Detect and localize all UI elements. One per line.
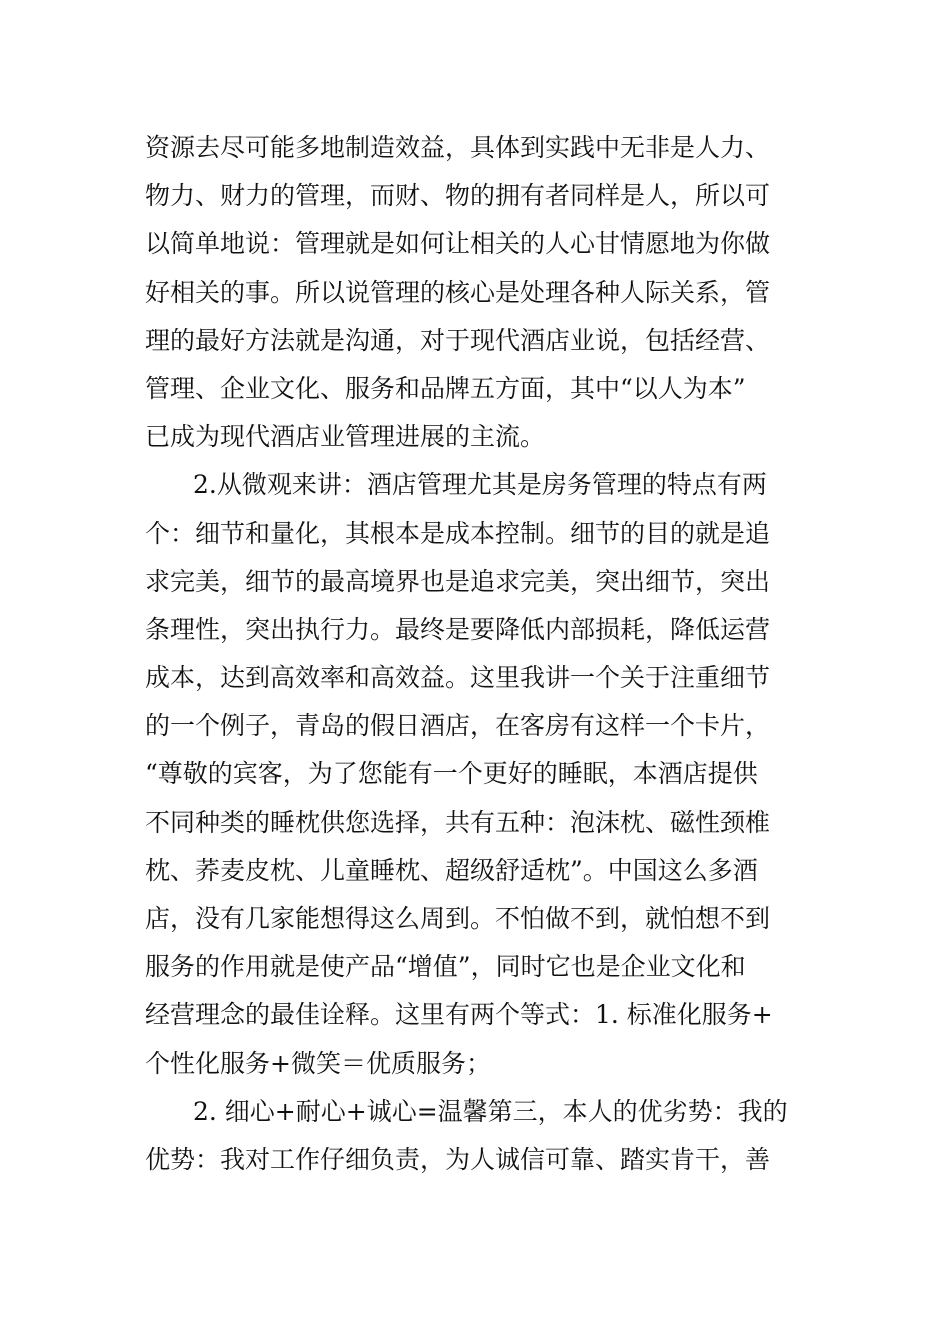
- text-line: 优势：我对工作仔细负责，为人诚信可靠、踏实肯干，善: [145, 1144, 771, 1174]
- text-line: 物力、财力的管理，而财、物的拥有者同样是人，所以可: [145, 181, 771, 211]
- text-line: “尊敬的宾客，为了您能有一个更好的睡眠，本酒店提供: [145, 759, 758, 789]
- paragraph-start-line: 2. 细心+耐心+诚心=温馨第三，本人的优劣势：我的: [193, 1096, 788, 1126]
- text-line: 以简单地说：管理就是如何让相关的人心甘情愿地为你做: [145, 229, 771, 259]
- text-line: 求完美，细节的最高境界也是追求完美，突出细节，突出: [145, 566, 771, 596]
- text-line: 已成为现代酒店业管理进展的主流。: [145, 422, 546, 452]
- text-line: 好相关的事。所以说管理的核心是处理各种人际关系，管: [145, 277, 771, 307]
- text-line: 枕、荞麦皮枕、儿童睡枕、超级舒适枕”。中国这么多酒: [145, 855, 758, 885]
- text-line: 条理性，突出执行力。最终是要降低内部损耗，降低运营: [145, 614, 771, 644]
- text-line: 服务的作用就是使产品“增值”，同时它也是企业文化和: [145, 952, 746, 982]
- text-line: 资源去尽可能多地制造效益，具体到实践中无非是人力、: [145, 133, 771, 162]
- text-line: 成本，达到高效率和高效益。这里我讲一个关于注重细节: [145, 663, 771, 693]
- text-line: 个：细节和量化，其根本是成本控制。细节的目的就是追: [145, 518, 771, 548]
- text-line: 不同种类的睡枕供您选择，共有五种：泡沫枕、磁性颈椎: [145, 807, 771, 837]
- paragraph-start-line: 2.从微观来讲：酒店管理尤其是房务管理的特点有两: [193, 470, 767, 500]
- text-line: 的一个例子，青岛的假日酒店，在客房有这样一个卡片，: [145, 711, 771, 741]
- text-line: 个性化服务+微笑＝优质服务；: [145, 1048, 491, 1078]
- document-body: [145, 124, 815, 1184]
- text-line: 理的最好方法就是沟通，对于现代酒店业说，包括经营、: [145, 325, 771, 355]
- text-line: 经营理念的最佳诠释。这里有两个等式：1. 标准化服务+: [145, 1000, 773, 1030]
- text-line: 店，没有几家能想得这么周到。不怕做不到，就怕想不到: [145, 904, 771, 933]
- text-line: 管理、企业文化、服务和品牌五方面，其中“以人为本”: [145, 373, 746, 403]
